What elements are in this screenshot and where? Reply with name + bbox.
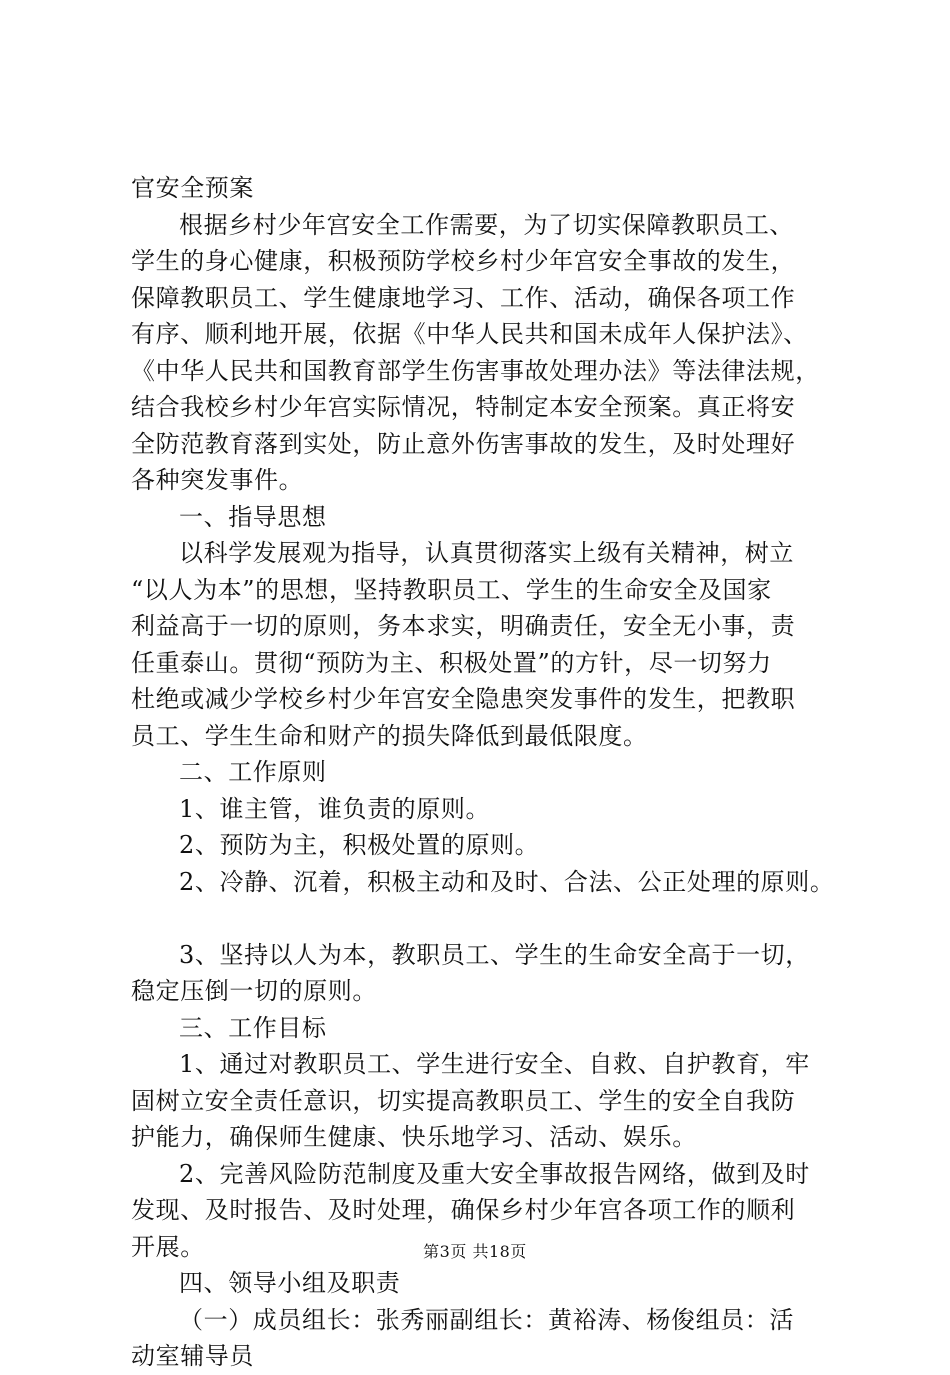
paragraph-line: 学生的身心健康，积极预防学校乡村少年宫安全事故的发生， — [131, 247, 796, 275]
list-item: 3、坚持以人为本，教职员工、学生的生命安全高于一切， — [179, 940, 810, 969]
paragraph-line: 员工、学生生命和财产的损失降低到最低限度。 — [131, 721, 648, 750]
list-item: 1、通过对教职员工、学生进行安全、自救、自护教育，牢 — [179, 1050, 810, 1078]
paragraph-line: 固树立安全责任意识，切实提高教职员工、学生的安全自我防 — [131, 1086, 796, 1115]
paragraph-line: 保障教职员工、学生健康地学习、工作、活动，确保各项工作 — [131, 283, 796, 312]
blank-line — [131, 900, 851, 937]
paragraph-line: 开展。 — [131, 1232, 205, 1261]
paragraph-line: （一）成员组长：张秀丽副组长：黄裕涛、杨俊组员：活 — [179, 1305, 794, 1334]
paragraph-line: 结合我校乡村少年宫实际情况，特制定本安全预案。真正将安 — [131, 393, 796, 421]
section-heading: 三、工作目标 — [179, 1013, 327, 1042]
paragraph-line: 各种突发事件。 — [131, 466, 304, 494]
paragraph-line: 以科学发展观为指导，认真贯彻落实上级有关精神，树立 — [179, 539, 794, 567]
paragraph-line: 有序、顺利地开展，依据《中华人民共和国未成年人保护法》、 — [131, 320, 808, 348]
document-body — [131, 170, 851, 1375]
list-item: 2、冷静、沉着，积极主动和及时、合法、公正处理的原则。 — [179, 867, 835, 896]
section-heading: 一、指导思想 — [179, 502, 327, 531]
section-heading: 四、领导小组及职责 — [179, 1269, 401, 1297]
paragraph-line: 稳定压倒一切的原则。 — [131, 977, 377, 1005]
paragraph-line: 全防范教育落到实处，防止意外伤害事故的发生，及时处理好 — [131, 429, 796, 458]
page-number: 第3页 共18页 — [423, 1242, 527, 1261]
list-item: 2、预防为主，积极处置的原则。 — [179, 831, 540, 859]
list-item: 2、完善风险防范制度及重大安全事故报告网络，做到及时 — [179, 1159, 810, 1188]
section-heading: 二、工作原则 — [179, 758, 327, 786]
paragraph-line: 根据乡村少年宫安全工作需要，为了切实保障教职员工、 — [179, 210, 794, 239]
text-line: 官安全预案 — [131, 174, 254, 202]
paragraph-line: 《中华人民共和国教育部学生伤害事故处理办法》等法律法规， — [131, 356, 820, 385]
paragraph-line: 护能力，确保师生健康、快乐地学习、活动、娱乐。 — [131, 1123, 697, 1151]
paragraph-line: 利益高于一切的原则，务本求实，明确责任，安全无小事，责 — [131, 612, 796, 640]
paragraph-line: 杜绝或减少学校乡村少年宫安全隐患突发事件的发生，把教职 — [131, 685, 796, 713]
list-item: 1、谁主管，谁负责的原则。 — [179, 794, 491, 823]
paragraph-line: 动室辅导员 — [131, 1342, 254, 1370]
paragraph-line: 发现、及时报告、及时处理，确保乡村少年宫各项工作的顺利 — [131, 1196, 796, 1224]
paragraph-line: “以人为本”的思想，坚持教职员工、学生的生命安全及国家 — [131, 575, 772, 604]
paragraph-line: 任重泰山。贯彻“预防为主、积极处置”的方针，尽一切努力 — [131, 648, 772, 677]
